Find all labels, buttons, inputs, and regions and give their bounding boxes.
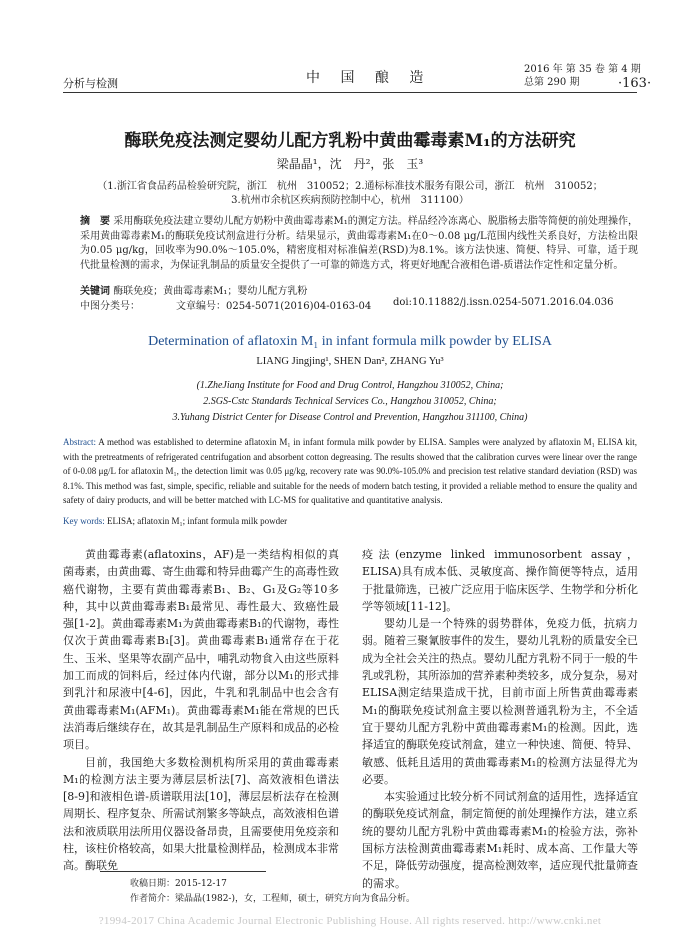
- body-paragraph: 疫法(enzyme linked immunosorbent assay，ELISA)具有成本低、灵敏度高、操作简便等特点，适用于批量筛选，已被广泛应用于临床医学、生物学和分析化学等领域[11-12]。: [362, 548, 638, 613]
- body-paragraph: 黄曲霉毒素(aflatoxins，AF)是一类结构相似的真菌毒素，由黄曲霉、寄生曲霉和特异曲霉产生的高毒性致癌代谢物，主要有黄曲霉毒素B₁、B₂、G₁及G₂等10多种，其中以黄曲霉毒素B₁最常见、毒性最大、致癌性最强[1-2]。黄曲霉毒素M₁为黄曲霉毒素B₁的代谢物，毒性仅次于黄曲霉毒素B₁[3]。黄曲霉毒素B₁通常存在于花生、玉米、坚果等农副产品中，哺乳动物食入由这些原料加工而成的饲料后，经过体内代谢，部分以M₁的形式排到乳汁和尿液中[4-6]，因此，牛乳和乳制品中也会含有黄曲霉毒素M₁(AFM₁)。黄曲霉毒素M₁能在常规的巴氏法消毒后继续存在，故其是乳制品生产原料和成品的必检项目。: [63, 548, 339, 752]
- affiliation-line: （1.浙江省食品药品检验研究院，浙江 杭州 310052；2.通标标准技术服务有限公司，浙江 杭州 310052；: [97, 181, 603, 192]
- english-abstract: [63, 435, 637, 508]
- english-abstract-text: A method was established to determine aflatoxin M₁ in infant formula milk powder by ELISA. Samples were analyzed by aflatoxin M₁ ELISA kit, with the pretreatments of refrigerated centrifugation and absorbent cotton degreasing. The results showed that the calibration curves were linear over the range of 0-0.08 μg/L for aflatoxin M₁, the detection limit was 0.05 μg/kg, recovery rate was 90.0%-105.0% and precision test relative standard deviation (RSD) was 8.1%. This method was fast, simple, specific, reliable and suitable for the needs of modern batch testing, it provided a reliable method to ensure the quality and safety of dairy products, and will be better matched with LC-MS for qualitative and quantitative analysis.: [63, 437, 637, 506]
- body-paragraph: 目前，我国绝大多数检测机构所采用的黄曲霉毒素M₁的检测方法主要为薄层层析法[7]、高效液相色谱法[8-9]和液相色谱-质谱联用法[10]，薄层层析法存在检测周期长、程序复杂、所需试剂繁多等缺点，高效液相色谱法和液质联用法所用仪器设备昂贵，且需要使用免疫亲和柱，该柱价格较高，如果大批量检测样品，检测成本非常高。酶联免: [63, 755, 339, 873]
- english-keywords-label: Key words:: [63, 516, 105, 526]
- english-abstract-label: Abstract:: [63, 437, 96, 447]
- issue-volume: 2016 年 第 35 卷 第 4 期: [524, 64, 641, 75]
- paper-title: 酶联免疫法测定婴幼儿配方乳粉中黄曲霉毒素M₁的方法研究: [124, 131, 576, 151]
- body-column-left: [63, 546, 339, 875]
- author-list: 梁晶晶¹，沈 丹²，张 玉³: [276, 157, 424, 171]
- english-affiliation-line: 2.SGS-Cstc Standards Technical Services Co., Hangzhou 310052, China;: [203, 396, 497, 407]
- doi: doi:10.11882/j.issn.0254-5071.2016.04.036: [393, 297, 614, 308]
- english-title: Determination of aflatoxin M₁ in infant formula milk powder by ELISA: [148, 334, 552, 349]
- body-paragraph: 婴幼儿是一个特殊的弱势群体，免疫力低，抗病力弱。随着三聚氰胺事件的发生，婴幼儿乳粉的质量安全已成为全社会关注的热点。婴幼儿配方乳粉不同于一般的牛乳或乳粉，其所添加的营养素种类较多，成分复杂，易对ELISA测定结果造成干扰，目前市面上所售黄曲霉毒素M₁的酶联免疫试剂盒主要以检测普通乳粉为主，不全适宜于婴幼儿配方乳粉中黄曲霉毒素M₁的检测。因此，选择适宜的酶联免疫试剂盒，建立一种快速、简便、特异、敏感、低耗且适用的黄曲霉毒素M₁的检测方法显得尤为必要。: [362, 617, 638, 786]
- issue-total: 总第 290 期: [524, 77, 580, 88]
- affiliation-line: 3.杭州市余杭区疾病预防控制中心，杭州 311100）: [231, 195, 469, 206]
- english-affiliations: [0, 378, 700, 426]
- running-section: 分析与检测: [63, 77, 118, 90]
- clc-label: 中图分类号：: [80, 301, 140, 312]
- page-number: ·163·: [618, 76, 652, 91]
- english-affiliation-line: 3.Yuhang District Center for Disease Control and Prevention, Hangzhou 311100, China): [172, 412, 528, 423]
- affiliations: [0, 180, 700, 208]
- abstract-cn: [80, 215, 638, 273]
- english-authors: LIANG Jingjing¹, SHEN Dan², ZHANG Yu³: [256, 356, 444, 367]
- english-keywords: [63, 516, 287, 526]
- abstract-cn-text: 采用酶联免疫法建立婴幼儿配方奶粉中黄曲霉毒素M₁的测定方法。样品经冷冻离心、脱脂杨去脂等简便的前处理操作，采用黄曲霉毒素M₁的酶联免疫试剂盒进行分析。结果显示，黄曲霉毒素M₁在0～0.08 μg/L范围内线性关系良好，方法检出限为0.05 μg/kg，回收率为90.0%～105.0%，精密度相对标准偏差(RSD)为8.1%。该方法快速、简便、特异、可靠，适于现代批量检测的需求，为保证乳制品的质量安全提供了一可靠的筛选方式，将更好地配合液相色谱-质谱法作定性和定量分析。: [80, 216, 639, 271]
- journal-name: 中 国 酿 造: [306, 70, 432, 86]
- english-keywords-text: ELISA; aflatoxin M₁; infant formula milk powder: [107, 516, 288, 526]
- author-bio: 作者简介：梁晶晶(1982-)，女，工程师，硕士，研究方向为食品分析。: [130, 894, 415, 904]
- body-paragraph: 本实验通过比较分析不同试剂盒的适用性，选择适宜的酶联免疫试剂盒，制定简便的前处理操作方法，建立系统的婴幼儿配方乳粉中黄曲霉毒素M₁的检验方法，弥补国标方法检测黄曲霉毒素M₁耗时、成本高、工作量大等不足，降低劳动强度，提高检测效率，适应现代批量筛查的需求。: [362, 790, 638, 890]
- keywords-cn-label: 关键词: [80, 286, 110, 297]
- keywords-cn: [80, 282, 307, 297]
- footnote-rule: [100, 871, 266, 872]
- body-column-right: [362, 546, 638, 892]
- header-rule: [63, 92, 637, 93]
- abstract-cn-label: 摘 要: [80, 216, 111, 227]
- received-date: 收稿日期：2015-12-17: [130, 879, 227, 889]
- english-affiliation-line: (1.ZheJiang Institute for Food and Drug Control, Hangzhou 310052, China;: [196, 380, 504, 391]
- keywords-cn-text: 酶联免疫；黄曲霉毒素M₁；婴幼儿配方乳粉: [113, 286, 308, 297]
- copyright-footer: ?1994-2017 China Academic Journal Electronic Publishing House. All rights reserved. http://www.cnki.net: [98, 915, 602, 927]
- doc-code: 文章编号：0254-5071(2016)04-0163-04: [176, 301, 372, 312]
